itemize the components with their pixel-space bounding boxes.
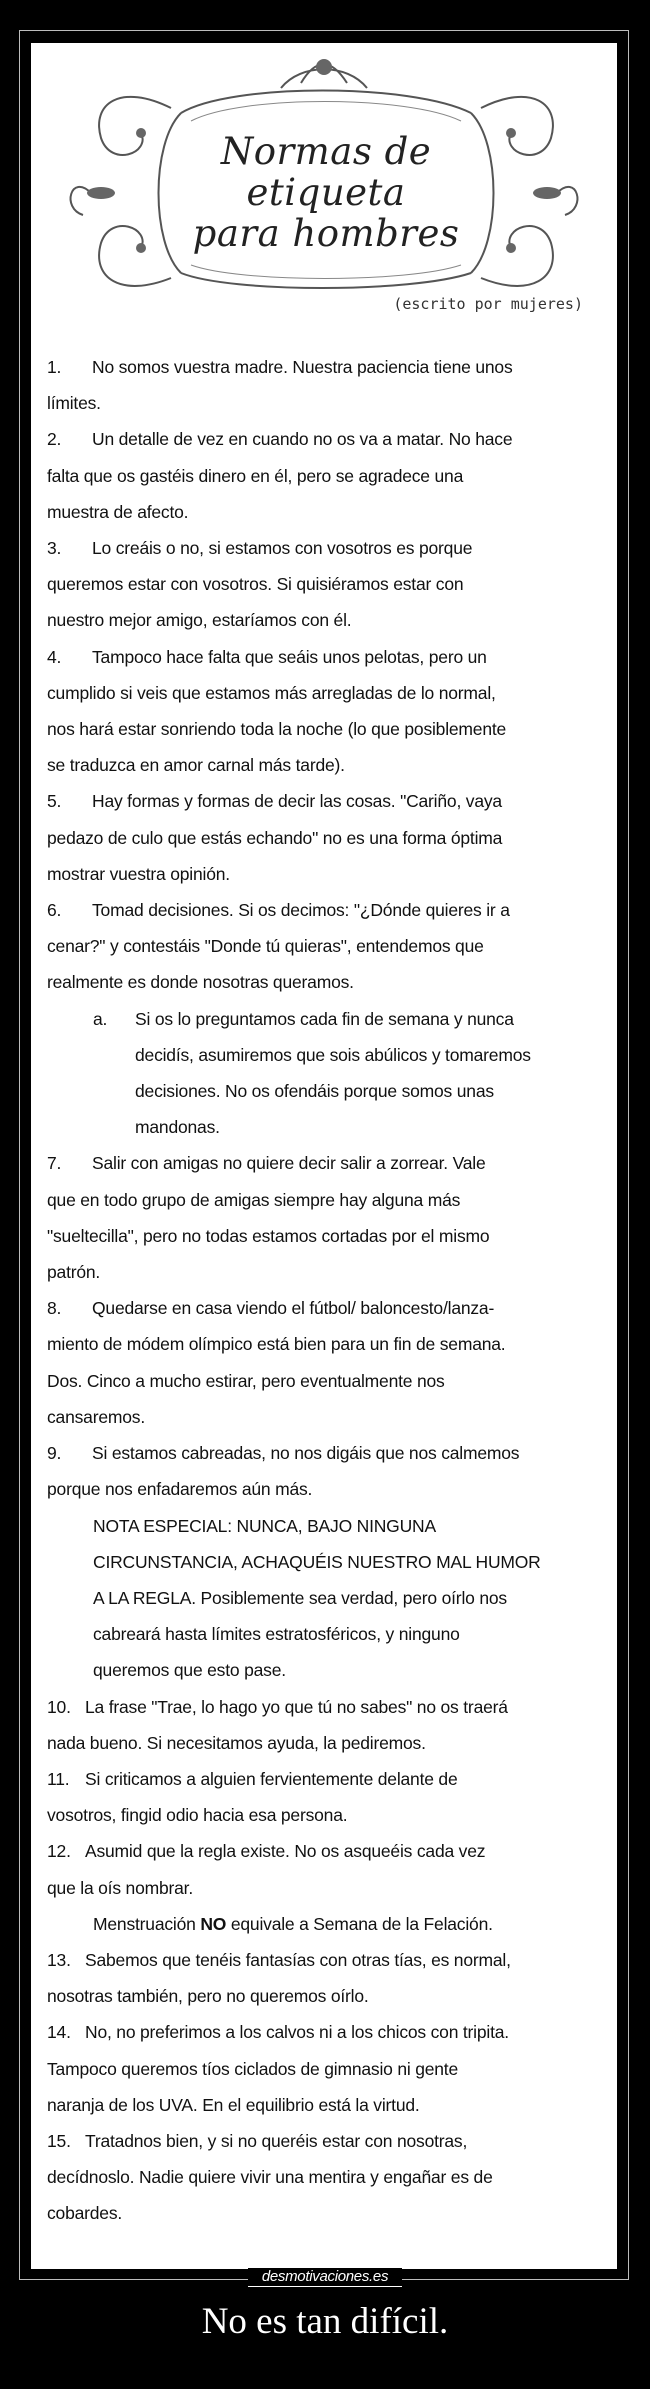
rule-number: 13.: [47, 1949, 71, 1970]
site-watermark[interactable]: [0, 2268, 650, 2287]
rule-number: 3.: [47, 538, 62, 559]
rule-line: decidís, asumiremos que sois abúlicos y tomaremos: [135, 1044, 531, 1065]
rule-line: cabreará hasta límites estratosféricos, y ninguno: [93, 1624, 460, 1645]
rule-line: 7. Salir con amigas no quiere decir salir a zorrear. Vale: [47, 1145, 603, 1181]
rule-line: 14. No, no preferimos a los calvos ni a los chicos con tripita.: [47, 2014, 603, 2050]
rule-number: 15.: [47, 2130, 71, 2151]
rule-line: 2. Un detalle de vez en cuando no os va a matar. No hace: [47, 421, 603, 457]
rule-line: mostrar vuestra opinión.: [47, 863, 230, 884]
rule-line: pedazo de culo que estás echando" no es una forma óptima: [47, 827, 503, 848]
rule-line: 9. Si estamos cabreadas, no nos digáis que nos calmemos: [47, 1435, 603, 1471]
poster-paper: [31, 43, 617, 2269]
poster-frame: [19, 30, 629, 2280]
rule-number: 7.: [47, 1153, 62, 1174]
rule-line: realmente es donde nosotras queramos.: [47, 972, 354, 993]
rule-number: 11.: [47, 1768, 70, 1789]
rule-line: "sueltecilla", pero no todas estamos cortadas por el mismo: [47, 1225, 490, 1246]
rule-line: miento de módem olímpico está bien para un fin de semana.: [47, 1334, 506, 1355]
rule-number: 14.: [47, 2022, 71, 2043]
rule-line: 1. No somos vuestra madre. Nuestra paciencia tiene unos: [47, 349, 603, 385]
rule-line: 15. Tratadnos bien, y si no queréis estar con nosotras,: [47, 2123, 603, 2159]
poster-title: [181, 131, 471, 254]
rule-line: muestra de afecto.: [47, 501, 189, 522]
rule-number: 4.: [47, 646, 62, 667]
rule-number: 6.: [47, 900, 62, 921]
rule-line: Dos. Cinco a mucho estirar, pero eventualmente nos: [47, 1370, 445, 1391]
rule-line: porque nos enfadaremos aún más.: [47, 1479, 313, 1500]
rule-line: 6. Tomad decisiones. Si os decimos: "¿Dónde quieres ir a: [47, 892, 603, 928]
rule-line: cumplido si veis que estamos más arregladas de lo normal,: [47, 682, 496, 703]
watermark-link[interactable]: desmotivaciones.es: [248, 2268, 402, 2287]
rule-number: a.: [93, 1008, 108, 1029]
rule-line: Menstruación NO equivale a Semana de la Felación.: [93, 1913, 493, 1934]
rule-number: 12.: [47, 1841, 71, 1862]
title-line-1: Normas de etiqueta: [220, 130, 432, 214]
rule-line: vosotros, fingid odio hacia esa persona.: [47, 1805, 348, 1826]
rule-number: 5.: [47, 791, 62, 812]
rule-line: A LA REGLA. Posiblemente sea verdad, pero oírlo nos: [93, 1587, 507, 1608]
rule-line: se traduzca en amor carnal más tarde).: [47, 755, 345, 776]
rule-line: nos hará estar sonriendo toda la noche (lo que posiblemente: [47, 719, 507, 740]
rule-line: CIRCUNSTANCIA, ACHAQUÉIS NUESTRO MAL HUMOR: [93, 1551, 541, 1572]
rule-line: patrón.: [47, 1262, 101, 1283]
title-line-2: para hombres: [192, 212, 460, 255]
rule-line: queremos estar con vosotros. Si quisiéramos estar con: [47, 574, 464, 595]
rule-line: que la oís nombrar.: [47, 1877, 194, 1898]
rule-line: decídnoslo. Nadie quiere vivir una mentira y engañar es de: [47, 2167, 493, 2188]
rule-line: que en todo grupo de amigas siempre hay alguna más: [47, 1189, 461, 1210]
rule-line: NOTA ESPECIAL: NUNCA, BAJO NINGUNA: [93, 1515, 436, 1536]
rule-line: queremos que esto pase.: [93, 1660, 286, 1681]
rule-line: cobardes.: [47, 2203, 123, 2224]
rule-number: 8.: [47, 1298, 62, 1319]
rule-line: 13. Sabemos que tenéis fantasías con otras tías, es normal,: [47, 1942, 603, 1978]
rule-line: nuestro mejor amigo, estaríamos con él.: [47, 610, 352, 631]
rule-line: 12. Asumid que la regla existe. No os asqueéis cada vez: [47, 1833, 603, 1869]
rule-line: a. Si os lo preguntamos cada fin de semana y nunca: [47, 1001, 603, 1037]
rule-number: 10.: [47, 1696, 71, 1717]
rule-line: 3. Lo creáis o no, si estamos con vosotros es porque: [47, 530, 603, 566]
rule-line: límites.: [47, 393, 101, 414]
poster-subtitle: (escrito por mujeres): [393, 295, 583, 313]
rules-list: [47, 349, 603, 2232]
rule-line: nosotras también, pero no queremos oírlo.: [47, 1986, 369, 2007]
ornamental-header: [31, 43, 617, 323]
rule-line: mandonas.: [135, 1117, 220, 1138]
rule-line: 10. La frase "Trae, lo hago yo que tú no sabes" no os traerá: [47, 1689, 603, 1725]
rule-number: 2.: [47, 429, 62, 450]
rule-line: falta que os gastéis dinero en él, pero se agradece una: [47, 465, 464, 486]
rule-line: decisiones. No os ofendáis porque somos unas: [135, 1081, 494, 1102]
rule-line: nada bueno. Si necesitamos ayuda, la pediremos.: [47, 1732, 426, 1753]
rule-number: 9.: [47, 1443, 62, 1464]
emphasis-no: NO: [200, 1913, 227, 1934]
rule-line: 11. Si criticamos a alguien fervientemente delante de: [47, 1761, 603, 1797]
rule-line: 8. Quedarse en casa viendo el fútbol/ baloncesto/lanza-: [47, 1290, 603, 1326]
rule-number: 1.: [47, 357, 62, 377]
rule-line: naranja de los UVA. En el equilibrio está la virtud.: [47, 2094, 420, 2115]
rule-line: 5. Hay formas y formas de decir las cosas. "Cariño, vaya: [47, 783, 603, 819]
rule-line: 4. Tampoco hace falta que seáis unos pelotas, pero un: [47, 639, 603, 675]
rule-line: Tampoco queremos tíos ciclados de gimnasio ni gente: [47, 2058, 459, 2079]
poster-caption: No es tan difícil.: [201, 2301, 449, 2342]
rule-line: cenar?" y contestáis "Donde tú quieras", entendemos que: [47, 936, 484, 957]
rule-line: cansaremos.: [47, 1406, 145, 1427]
